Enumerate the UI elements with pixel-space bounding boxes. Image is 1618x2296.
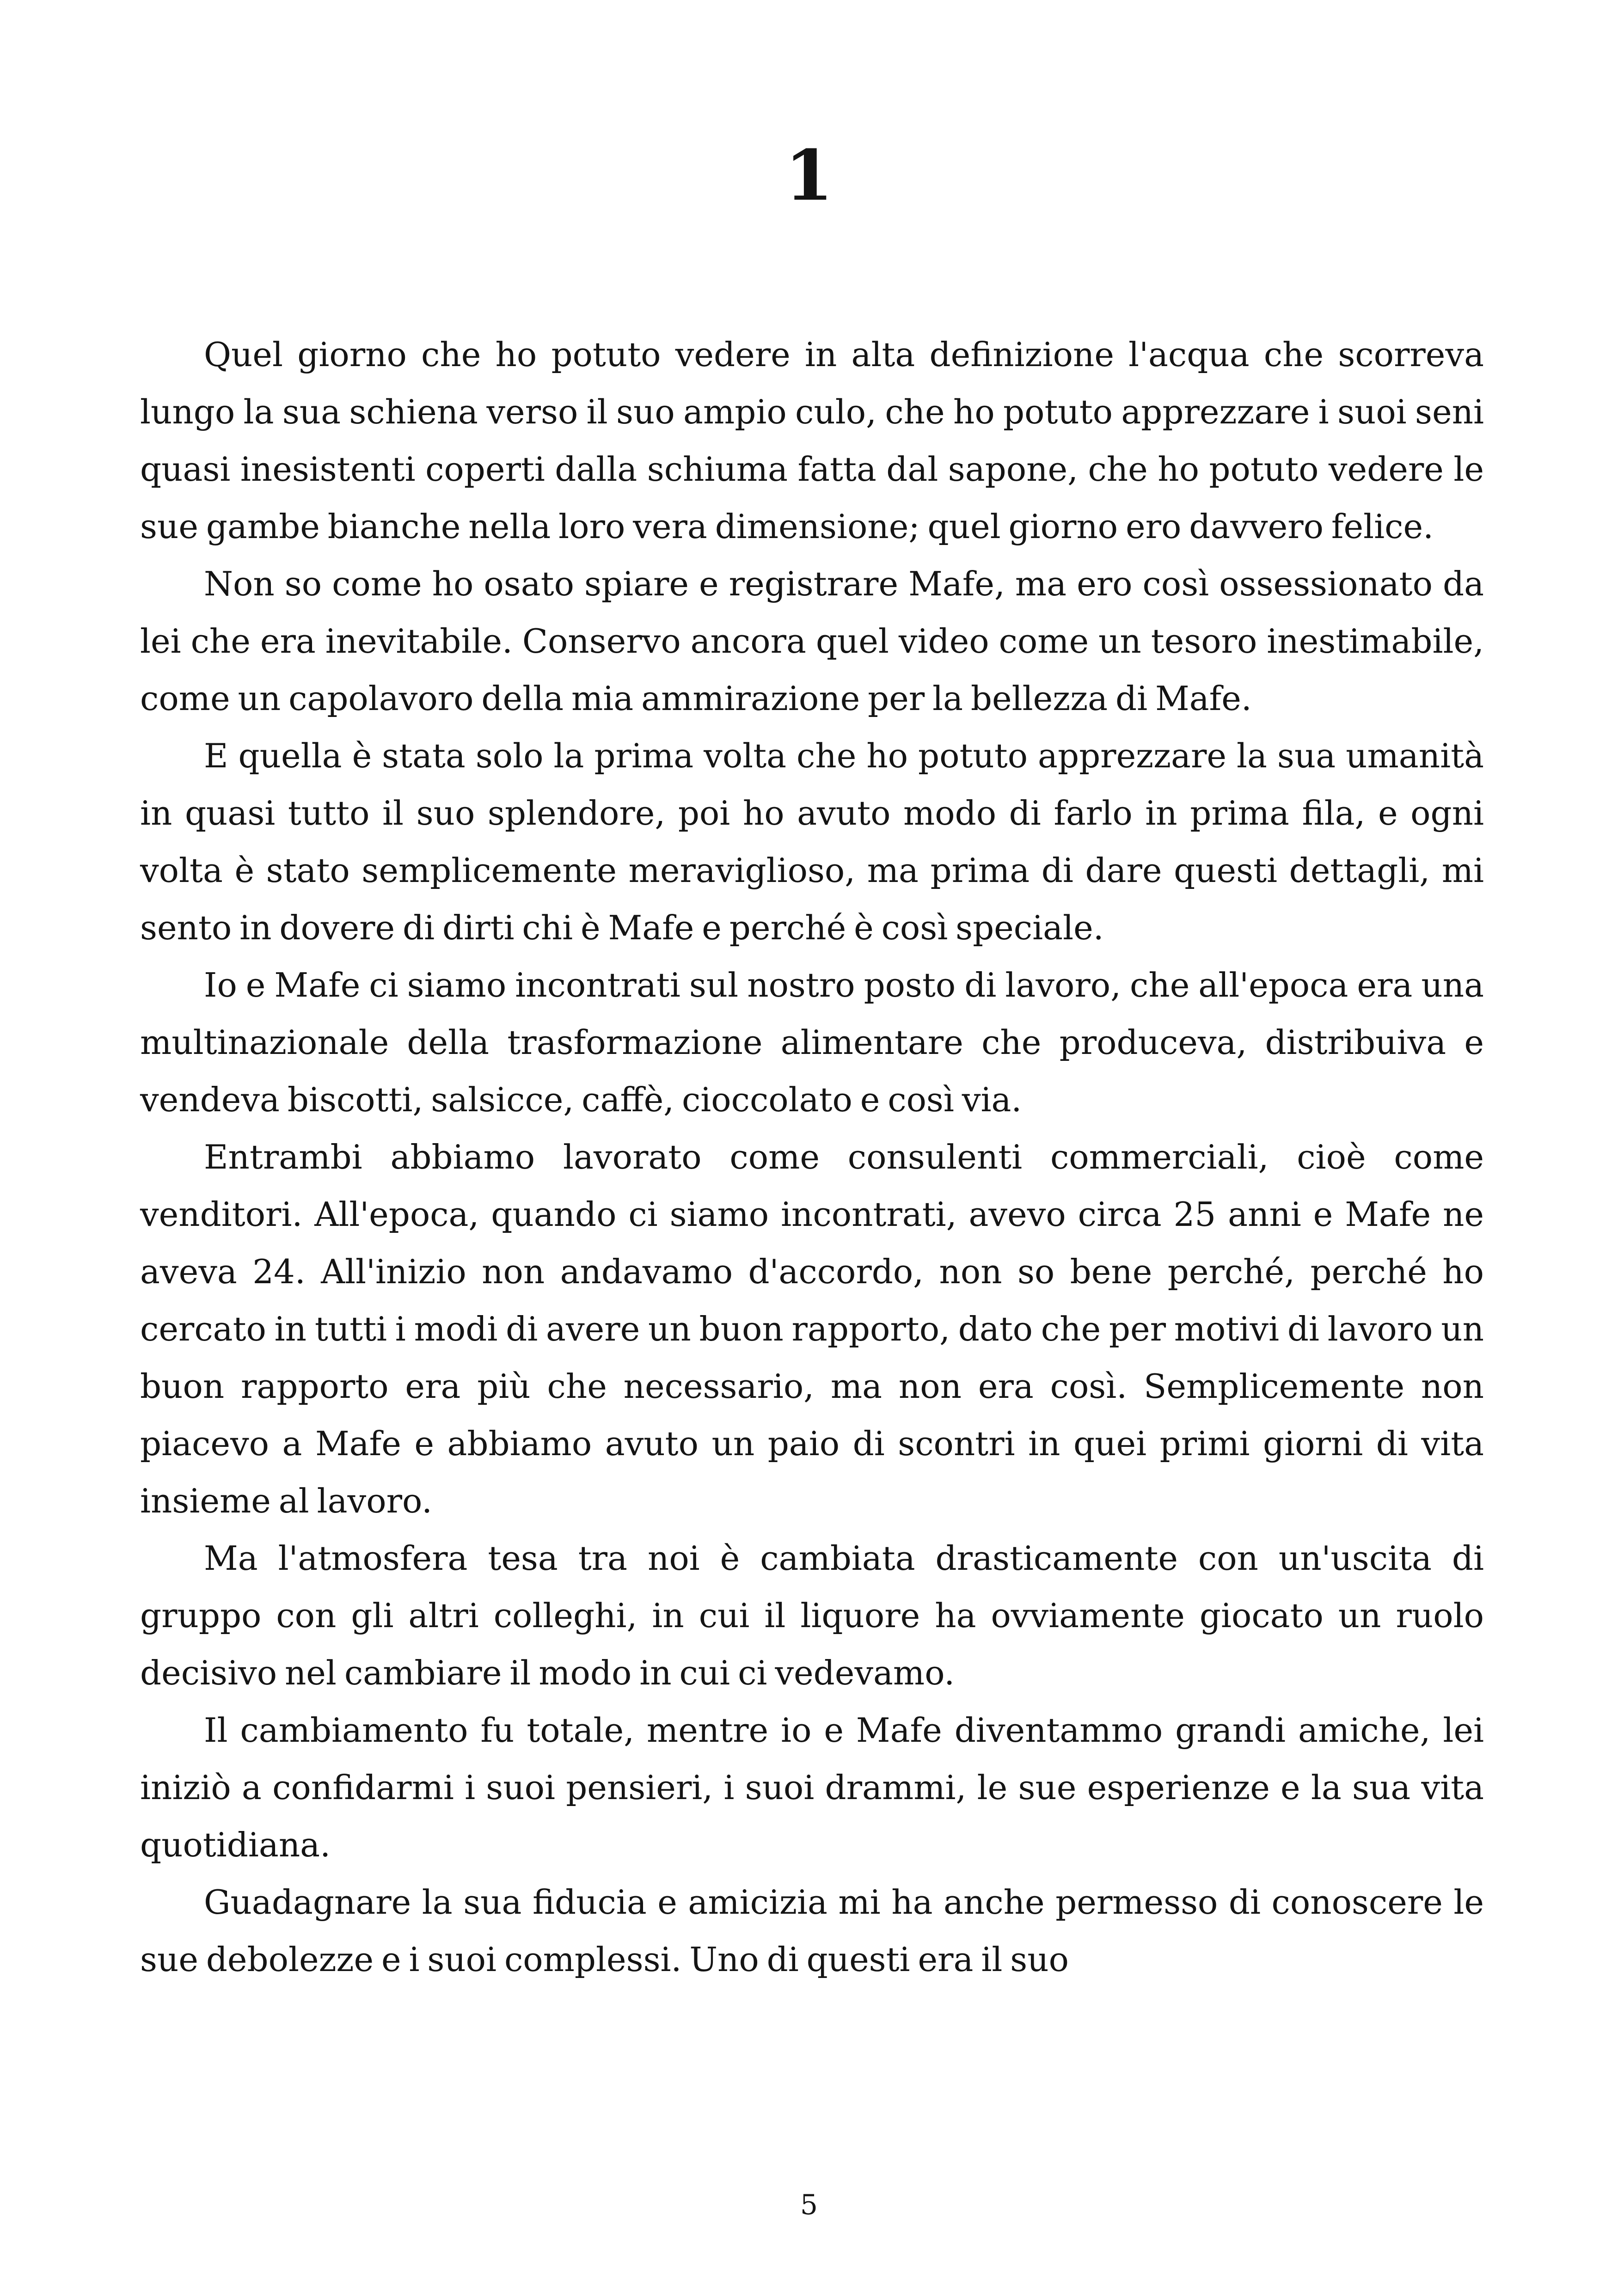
paragraph: Guadagnare la sua fiducia e amicizia mi ha anche permesso di conoscere le sue debolezze e i suoi complessi. Uno di questi era il suo xyxy=(140,1883,1484,1979)
chapter-number: 1 xyxy=(784,135,834,216)
paragraph: Non so come ho osato spiare e registrare Mafe, ma ero così ossessionato da lei che era inevitabile. Conservo ancora quel video come un tesoro inestimabile, come un capolavoro della mia ammirazione per la bellezza di Mafe. xyxy=(140,564,1484,718)
paragraph: Ma l'atmosfera tesa tra noi è cambiata drasticamente con un'uscita di gruppo con gli altri colleghi, in cui il liquore ha ovviamente giocato un ruolo decisivo nel cambiare il modo in cui ci vedevamo. xyxy=(140,1539,1484,1692)
page-number: 5 xyxy=(800,2189,818,2221)
paragraph: Entrambi abbiamo lavorato come consulenti commerciali, cioè come venditori. All'epoca, quando ci siamo incontrati, avevo circa 25 anni e Mafe ne aveva 24. All'inizio non andavamo d'accordo, non so bene perché, perché ho cercato in tutti i modi di avere un buon rapporto, dato che per motivi di lavoro un buon rapporto era più che necessario, ma non era così. Semplicemente non piacevo a Mafe e abbiamo avuto un paio di scontri in quei primi giorni di vita insieme al lavoro. xyxy=(140,1138,1484,1520)
paragraph: Il cambiamento fu totale, mentre io e Mafe diventammo grandi amiche, lei iniziò a confidarmi i suoi pensieri, i suoi drammi, le sue esperienze e la sua vita quotidiana. xyxy=(140,1711,1484,1864)
chapter-body xyxy=(140,326,1484,1988)
paragraph: Quel giorno che ho potuto vedere in alta definizione l'acqua che scorreva lungo la sua schiena verso il suo ampio culo, che ho potuto apprezzare i suoi seni quasi inesistenti coperti dalla schiuma fatta dal sapone, che ho potuto vedere le sue gambe bianche nella loro vera dimensione; quel giorno ero davvero felice. xyxy=(140,335,1484,546)
paragraph: E quella è stata solo la prima volta che ho potuto apprezzare la sua umanità in quasi tutto il suo splendore, poi ho avuto modo di farlo in prima fila, e ogni volta è stato semplicemente meraviglioso, ma prima di dare questi dettagli, mi sento in dovere di dirti chi è Mafe e perché è così speciale. xyxy=(140,736,1484,947)
paragraph: Io e Mafe ci siamo incontrati sul nostro posto di lavoro, che all'epoca era una multinazionale della trasformazione alimentare che produceva, distribuiva e vendeva biscotti, salsicce, caffè, cioccolato e così via. xyxy=(140,966,1484,1119)
